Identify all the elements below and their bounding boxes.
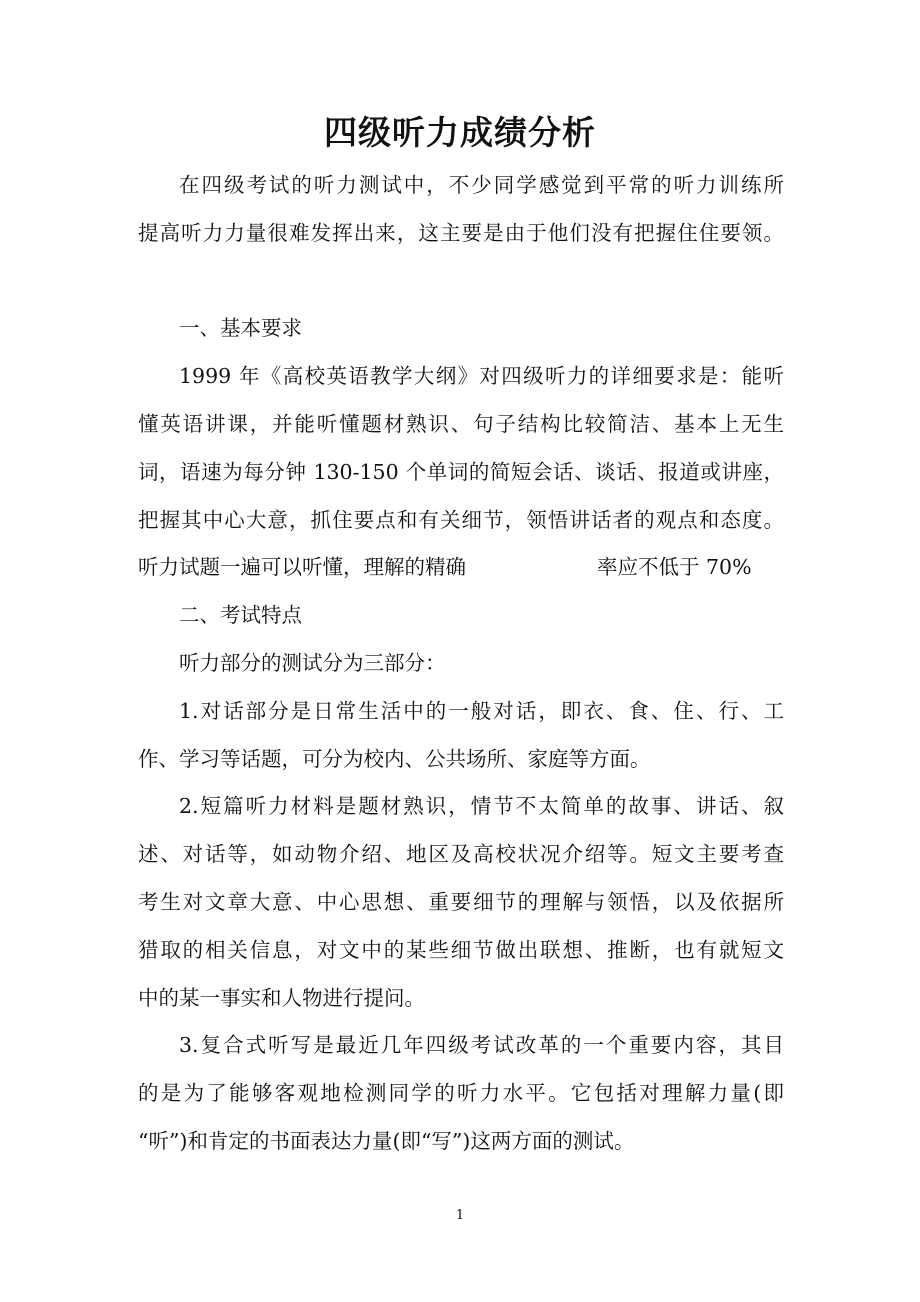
document-body [138,162,784,1166]
requirement-line: 词，语速为每分钟 130-150 个单词的简短会话、谈话、报道或讲座， [138,459,784,484]
intro-line: 提高听力力量很难发挥出来，这主要是由于他们没有把握住住要领。 [138,220,784,245]
part2-line: 述、对话等，如动物介绍、地区及高校状况介绍等。短文主要考查 [138,842,784,867]
requirement-line: 把握其中心大意，抓住要点和有关细节，领悟讲话者的观点和态度。 [138,507,784,532]
section-heading-1: 一、基本要求 [179,316,302,341]
blank-line [138,258,784,306]
intro-line: 在四级考试的听力测试中，不少同学感觉到平常的听力训练所 [179,173,784,197]
part2-line: 中的某一事实和人物进行提问。 [138,985,425,1010]
part3-line: 的是为了能够客观地检测同学的听力水平。它包括对理解力量(即 [138,1081,784,1106]
page-number: 1 [455,1208,465,1223]
section-heading-2: 二、考试特点 [179,603,302,628]
requirement-line [138,544,784,592]
part3-line: 3.复合式听写是最近几年四级考试改革的一个重要内容，其目 [179,1033,784,1058]
document-title: 四级听力成绩分析 [324,113,596,152]
part3-line: “听”)和肯定的书面表达力量(即“写”)这两方面的测试。 [138,1128,635,1153]
part2-line: 考生对文章大意、中心思想、重要细节的理解与领悟，以及依据所 [138,889,784,914]
requirement-text-left: 听力试题一遍可以听懂，理解的精确 [138,555,466,580]
parts-intro: 听力部分的测试分为三部分： [179,650,446,675]
part2-line: 2.短篇听力材料是题材熟识，情节不太简单的故事、讲话、叙 [179,794,784,819]
part1-line: 作、学习等话题，可分为校内、公共场所、家庭等方面。 [138,746,651,771]
requirement-line: 懂英语讲课，并能听懂题材熟识、句子结构比较简洁、基本上无生 [138,411,784,436]
part1-line: 1.对话部分是日常生活中的一般对话，即衣、食、住、行、工 [179,698,784,723]
requirement-text-right: 率应不低于 70% [597,555,752,580]
part2-line: 猎取的相关信息，对文中的某些细节做出联想、推断，也有就短文 [138,937,784,962]
requirement-line: 1999 年《高校英语教学大纲》对四级听力的详细要求是：能听 [179,364,784,389]
